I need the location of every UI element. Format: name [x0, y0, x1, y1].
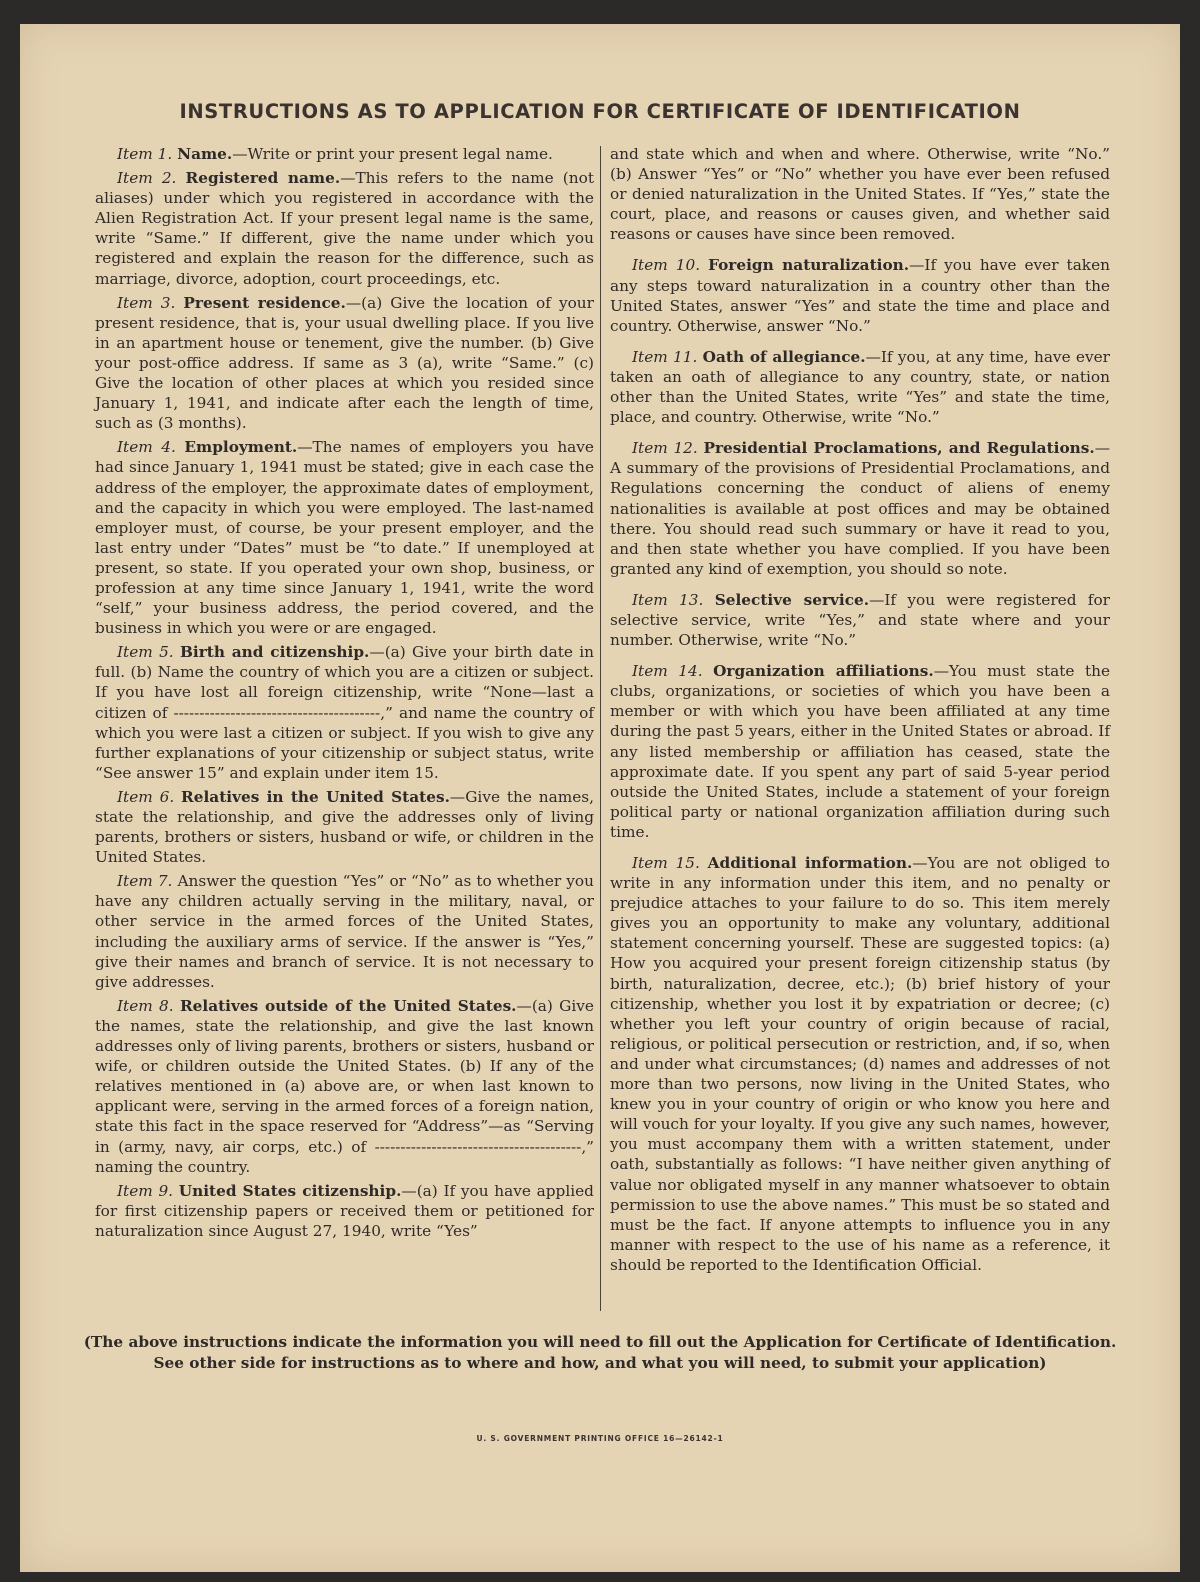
item-text: —(a) Give the location of your present residence, that is, your usual dwelling place. If you live in an apartment house or tenement, give the number. (b) Give your post-office address. If same as 3 (a), write “Same.” (c) Give the location of other places at which you resided since January 1, 1941, and indicate after each the length of time, such as (3 months). — [95, 293, 594, 433]
item-text: —Write or print your present legal name. — [232, 145, 553, 163]
item-heading: Relatives in the United States. — [181, 787, 450, 806]
item-number: Item 3. — [117, 293, 176, 312]
item-number: Item 15. — [632, 854, 700, 872]
item-number: Item 7. — [117, 872, 173, 891]
item-11 — [610, 347, 1110, 427]
item-number: Item 5. — [117, 643, 174, 662]
item-heading: Birth and citizenship. — [180, 643, 370, 662]
item-heading: Foreign naturalization. — [708, 256, 910, 275]
item-heading: Registered name. — [185, 169, 341, 188]
item-text: —The names of employers you have had since January 1, 1941 must be stated; give in each case the address of the employer, the approximate dates of employment, and the capacity in which you were employed. The last-named employer must, of course, be your present employer, and the last entry under “Dates” must be “to date.” If unemployed at present, so state. If you operated your own shop, business, or profession at any time since January 1, 1941, write the word “self,” your business address, the period covered, and the business in which you were or are engaged. — [95, 438, 594, 638]
item-number: Item 1. — [117, 145, 173, 163]
item-heading: United States citizenship. — [178, 1181, 402, 1200]
item-text: —If you were registered for selective service, write “Yes,” and state where and your number. Otherwise, write “No.” — [610, 590, 1110, 650]
item-number: Item 2. — [117, 169, 177, 188]
item-text: Answer the question “Yes” or “No” as to whether you have any children actually serving in the military, naval, or other service in the armed forces of the United States, including the auxiliary arms of service. If the answer is “Yes,” give their names and branch of service. It is not necessary to give addresses. — [95, 872, 594, 991]
item-number: Item 4. — [117, 438, 176, 457]
item-heading: Name. — [177, 145, 233, 163]
item-number: Item 10. — [632, 256, 701, 275]
item-text: —You are not obliged to write in any information under this item, and no penalty or prejudice attaches to your failure to do so. This item merely gives you an opportunity to make any voluntary, additional statement concerning yourself. These are suggested topics: (a) How you acquired your present foreign citizenship status (by birth, naturalization, decree, etc.); (b) brief history of your citizenship, whether you lost it by expatriation or decree; (c) whether you left your country of origin because of racial, religious, or political persecution or restriction, and, if so, when and under what circumstances; (d) names and addresses of not more than two persons, now living in the United States, who knew you in your country of origin or who know you here and will vouch for your loyalty. If you give any such names, however, you must accompany them with a written statement, under oath, substantially as follows: “I have neither given anything of value nor obligated myself in any manner whatsoever to obtain permission to use the above names.” This must be so stated and must be the fact. If anyone attempts to influence you in any manner with respect to the use of his name as a reference, it should be reported to the Identification Official. — [610, 854, 1110, 1274]
document-page — [20, 24, 1180, 1572]
item-number: Item 9. — [117, 1181, 174, 1200]
item-text: —(a) Give your birth date in full. (b) Name the country of which you are a citizen or subject. If you have lost all foreign citizenship, write “None—last a citizen of ----------------------------------------,” and name the country of which you were last a citizen or subject. If you wish to give any further explanations of your citizenship or subject status, write “See answer 15” and explain under item 15. — [95, 643, 594, 782]
item-heading: Employment. — [184, 438, 298, 457]
item-heading: Additional information. — [707, 854, 913, 872]
item-number: Item 6. — [117, 787, 175, 806]
item-heading: Selective service. — [714, 590, 870, 609]
left-column — [95, 144, 594, 1245]
item-8 — [95, 996, 594, 1177]
item-5 — [95, 642, 594, 783]
right-column — [610, 144, 1110, 1286]
item-text: —If you, at any time, have ever taken an oath of allegiance to any country, state, or nation other than the United States, write “Yes” and state the time, place, and country. Otherwise, write “No.” — [610, 347, 1110, 427]
item-heading: Organization affiliations. — [713, 662, 934, 681]
footer-note — [60, 1332, 1140, 1373]
item-15 — [610, 853, 1110, 1275]
column-divider — [600, 146, 601, 1311]
item-14 — [610, 661, 1110, 842]
printer-imprint: U. S. GOVERNMENT PRINTING OFFICE 16—26142-1 — [476, 1434, 724, 1443]
item-text: —This refers to the name (not aliases) under which you registered in accordance with the Alien Registration Act. If your present legal name is the same, write “Same.” If different, give the name under which you registered and explain the reason for the difference, such as marriage, divorce, adoption, court proceedings, etc. — [95, 169, 594, 288]
item-text: —If you have ever taken any steps toward naturalization in a country other than the United States, answer “Yes” and state the time and place and country. Otherwise, answer “No.” — [610, 256, 1110, 335]
item-12 — [610, 438, 1110, 579]
item-text: —(a) Give the names, state the relationship, and give the last known addresses only of living parents, brothers or sisters, husband or wife, or children outside the United States. (b) If any of the relatives mentioned in (a) above are, or when last known to applicant were, serving in the armed forces of a foreign nation, state this fact in the space reserved for “Address”—as “Serving in (army, navy, air corps, etc.) of ----------------------------------------,” naming the country. — [95, 996, 594, 1176]
item-7 — [95, 871, 594, 992]
item-2 — [95, 168, 594, 289]
item-number: Item 14. — [632, 662, 703, 681]
item-13 — [610, 590, 1110, 650]
item-text: —Give the names, state the relationship, and give the addresses only of living parents, brothers or sisters, husband or wife, or children in the United States. — [95, 787, 594, 867]
item-4 — [95, 437, 594, 638]
item-heading: Presidential Proclamations, and Regulations. — [703, 439, 1095, 458]
item-6 — [95, 787, 594, 867]
item-9-continuation: and state which and when and where. Otherwise, write “No.” (b) Answer “Yes” or “No” whether you have ever been refused or denied naturalization in the United States. If “Yes,” state the court, place, and reasons or causes given, and whether said reasons or causes have since been removed. — [610, 145, 1110, 244]
item-text: —(a) If you have applied for first citizenship papers or received them or petitioned for naturalization since August 27, 1940, write “Yes” — [95, 1181, 594, 1240]
item-number: Item 11. — [632, 347, 698, 366]
item-number: Item 12. — [632, 439, 698, 458]
footer-note-line: (The above instructions indicate the information you will need to fill out the Application for Certificate of Identification. — [83, 1333, 1117, 1351]
footer-note-line: See other side for instructions as to where and how, and what you will need, to submit your application) — [153, 1353, 1047, 1372]
item-1 — [95, 144, 594, 164]
item-heading: Relatives outside of the United States. — [179, 996, 517, 1015]
item-text: —You must state the clubs, organizations, or societies of which you have been a member or with which you have been affiliated at any time during the past 5 years, either in the United States or abroad. If any listed membership or affiliation has ceased, state the approximate date. If you spent any part of said 5-year period outside the United States, include a statement of your foreign political party or national organization affiliation during such time. — [610, 662, 1110, 841]
item-9 — [95, 1181, 594, 1241]
item-text: —A summary of the provisions of Presidential Proclamations, and Regulations concerning the conduct of aliens of enemy nationalities is available at post offices and may be obtained there. You should read such summary or have it read to you, and then state whether you have complied. If you have been granted any kind of exemption, you should so note. — [610, 439, 1111, 578]
item-heading: Present residence. — [183, 293, 346, 312]
item-number: Item 13. — [632, 590, 704, 609]
item-number: Item 8. — [117, 996, 174, 1015]
item-heading: Oath of allegiance. — [702, 347, 866, 366]
item-10 — [610, 255, 1110, 335]
item-3 — [95, 293, 594, 434]
document-title: INSTRUCTIONS AS TO APPLICATION FOR CERTIFICATE OF IDENTIFICATION — [179, 100, 1021, 123]
